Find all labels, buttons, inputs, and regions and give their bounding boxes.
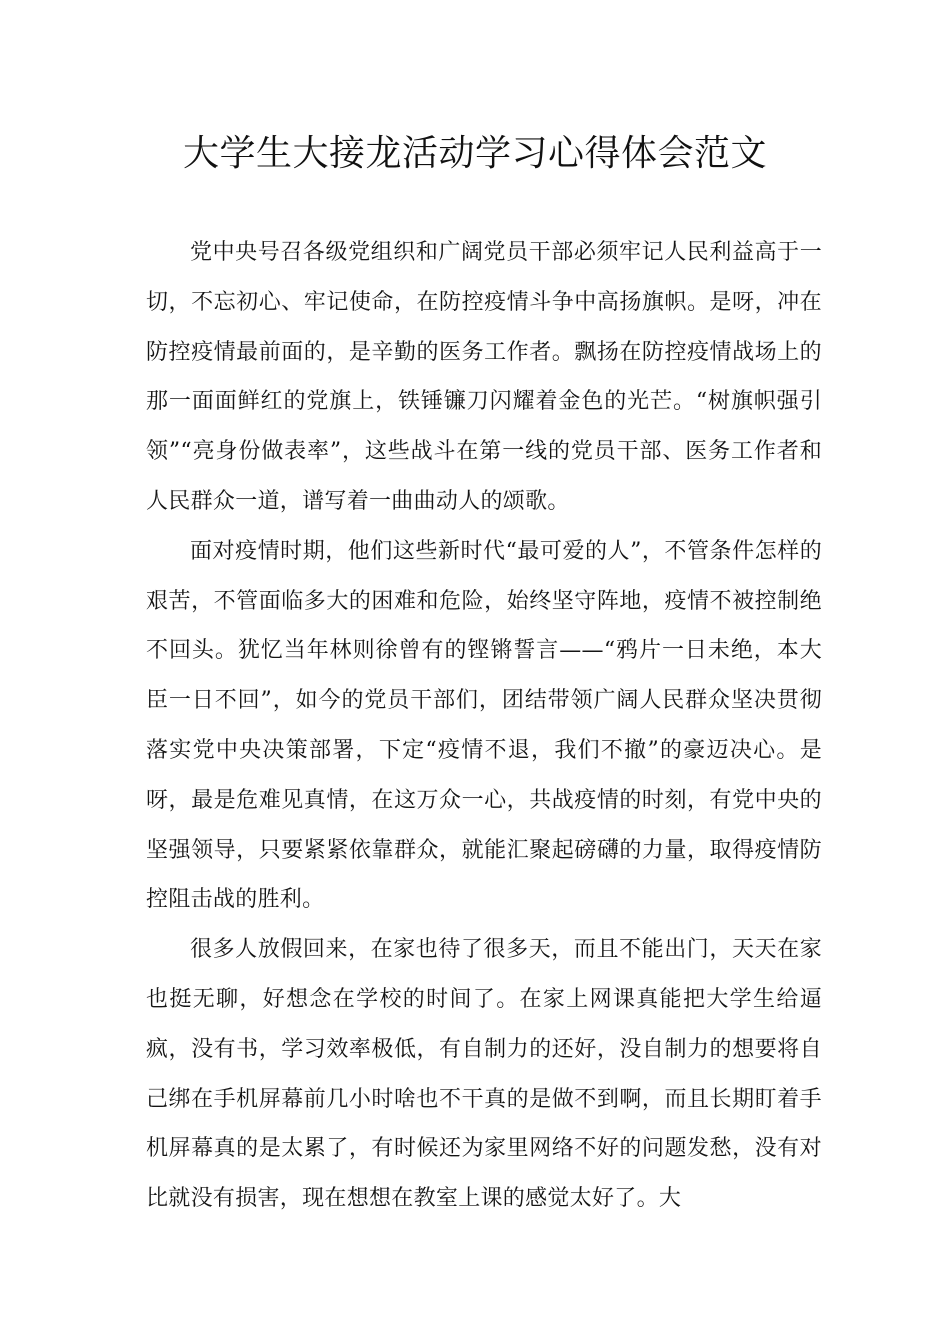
paragraph-2: 面对疫情时期，他们这些新时代“最可爱的人”，不管条件怎样的艰苦，不管面临多大的困难和危险，始终坚守阵地，疫情不被控制绝不回头。犹忆当年林则徐曾有的铿锵誓言——“鸦片一日未绝，本大臣一日不回”，如今的党员干部们，团结带领广阔人民群众坚决贯彻落实党中央决策部署，下定“疫情不退，我们不撤”的豪迈决心。是呀，最是危难见真情，在这万众一心，共战疫情的时刻，有党中央的坚强领导，只要紧紧依靠群众，就能汇聚起磅礴的力量，取得疫情防控阻击战的胜利。 (146, 538, 822, 913)
document-body (146, 228, 822, 1224)
document-title: 大学生大接龙活动学习心得体会范文 (182, 133, 767, 174)
paragraph-1: 党中央号召各级党组织和广阔党员干部必须牢记人民利益高于一切，不忘初心、牢记使命，在防控疫情斗争中高扬旗帜。是呀，冲在防控疫情最前面的，是辛勤的医务工作者。飘扬在防控疫情战场上的那一面面鲜红的党旗上，铁锤镰刀闪耀着金色的光芒。“树旗帜强引领”“亮身份做表率”，这些战斗在第一线的党员干部、医务工作者和人民群众一道，谱写着一曲曲动人的颂歌。 (146, 240, 822, 514)
paragraph-3: 很多人放假回来，在家也待了很多天，而且不能出门，天天在家也挺无聊，好想念在学校的时间了。在家上网课真能把大学生给逼疯，没有书，学习效率极低，有自制力的还好，没自制力的想要将自己绑在手机屏幕前几小时啥也不干真的是做不到啊，而且长期盯着手机屏幕真的是太累了，有时候还为家里网络不好的问题发愁，没有对比就没有损害，现在想想在教室上课的感觉太好了。大 (146, 937, 822, 1212)
